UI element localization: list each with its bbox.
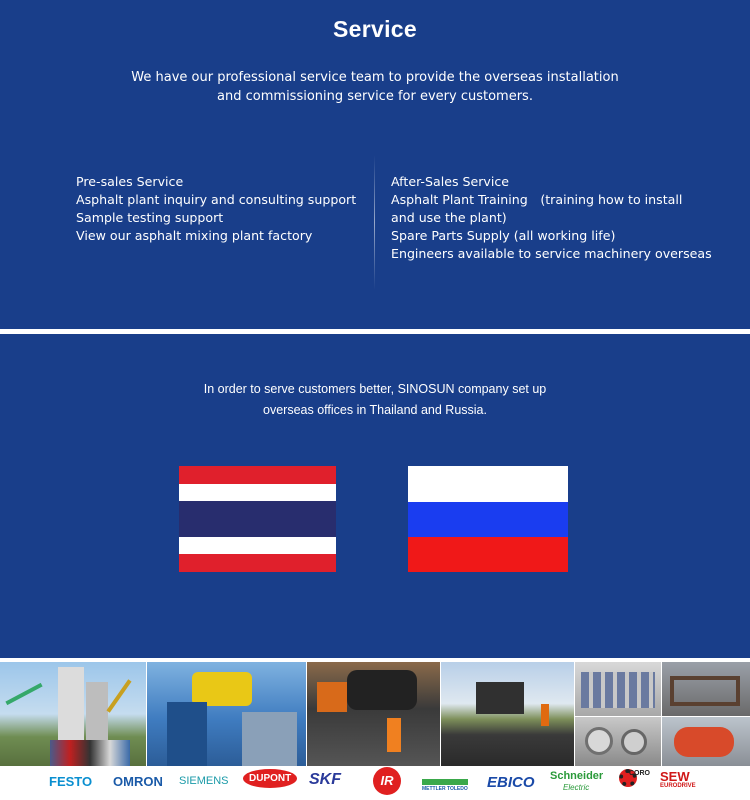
after-sales-item: Asphalt Plant Training (training how to install (391, 192, 683, 207)
russia-flag (408, 466, 568, 572)
service-intro-line-2: and commissioning service for every customers. (217, 89, 533, 104)
after-sales-item: Engineers available to service machinery overseas (391, 246, 712, 261)
after-sales-heading: After-Sales Service (391, 174, 510, 189)
sew-sub-logo: EURODRIVE (660, 783, 696, 789)
offices-text-line-2: overseas offices in Thailand and Russia. (263, 403, 487, 417)
page-title: Service (333, 16, 417, 42)
mettler-toledo-logo: METTLER TOLEDO (422, 779, 468, 792)
omron-logo: OMRON (113, 774, 163, 789)
photo-road-paving (441, 662, 574, 766)
skf-logo: SKF (309, 771, 341, 788)
photo-burner-worker (147, 662, 306, 766)
offices-text-line-1: In order to serve customers better, SINOSUN company set up (203, 382, 547, 396)
ir-logo: IR (373, 767, 401, 795)
pre-sales-item: View our asphalt mixing plant factory (76, 228, 313, 243)
offices-panel (0, 334, 750, 658)
festo-logo: FESTO (49, 774, 93, 789)
coro-logo: CORO (629, 770, 650, 777)
photo-plant-team (0, 662, 146, 766)
photo-motors (575, 717, 661, 766)
after-sales-column (391, 173, 721, 263)
schneider-sub-logo: Electric (563, 783, 590, 792)
brand-logo-strip (0, 766, 750, 800)
pre-sales-heading: Pre-sales Service (76, 174, 184, 189)
siemens-logo: SIEMENS (179, 775, 229, 787)
photo-warehouse (575, 662, 661, 716)
photo-steel-frame (662, 662, 750, 716)
pre-sales-column (76, 173, 366, 245)
after-sales-item: Spare Parts Supply (all working life) (391, 228, 616, 243)
sew-logo: SEW (660, 769, 690, 784)
schneider-logo: Schneider (550, 770, 604, 782)
thailand-flag (179, 466, 336, 572)
column-divider (374, 155, 375, 290)
dupont-logo: DUPONT (243, 769, 297, 788)
ebico-logo: EBICO (487, 774, 535, 791)
pre-sales-item: Asphalt plant inquiry and consulting support (76, 192, 357, 207)
after-sales-item: and use the plant) (391, 210, 507, 225)
service-panel (0, 0, 750, 329)
service-intro-line-1: We have our professional service team to provide the overseas installation (131, 70, 619, 85)
photo-drum (662, 717, 750, 766)
pre-sales-item: Sample testing support (76, 210, 224, 225)
photo-site-workers (307, 662, 440, 766)
